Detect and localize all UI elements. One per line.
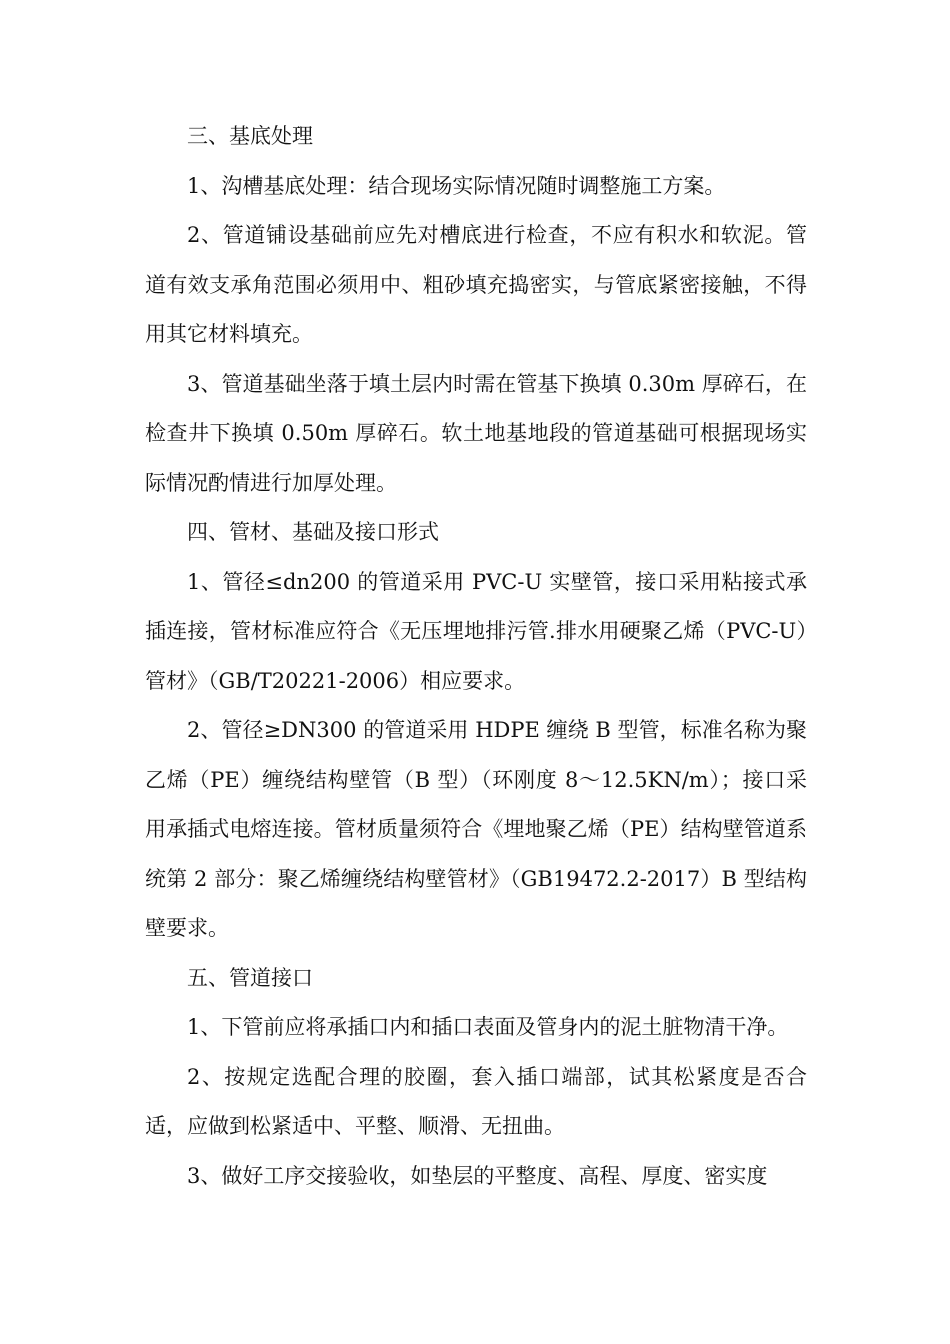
paragraph-4-1: 1、管径≤dn200 的管道采用 PVC-U 实壁管，接口采用粘接式承插连接，管材标准应符合《无压埋地排污管.排水用硬聚乙烯（PVC-U）管材》（GB/T20221-2006）相应要求。 — [145, 569, 807, 693]
paragraph-5-1: 1、下管前应将承插口内和插口表面及管身内的泥土脏物清干净。 — [187, 1015, 789, 1039]
paragraph-5-2: 2、按规定选配合理的胶圈，套入插口端部，试其松紧度是否合适，应做到松紧适中、平整、顺滑、无扭曲。 — [145, 1064, 807, 1138]
paragraph-3-2: 2、管道铺设基础前应先对槽底进行检查，不应有积水和软泥。管道有效支承角范围必须用中、粗砂填充捣密实，与管底紧密接触，不得用其它材料填充。 — [145, 223, 807, 346]
section-heading-5: 五、管道接口 — [187, 965, 313, 990]
document-body — [145, 112, 807, 1201]
section-heading-4: 四、管材、基础及接口形式 — [187, 520, 439, 544]
paragraph-3-1: 1、沟槽基底处理：结合现场实际情况随时调整施工方案。 — [187, 173, 726, 198]
section-heading-3: 三、基底处理 — [187, 124, 313, 148]
paragraph-3-3: 3、管道基础坐落于填土层内时需在管基下换填 0.30m 厚碎石，在检查井下换填 0.50m 厚碎石。软土地基地段的管道基础可根据现场实际情况酌情进行加厚处理。 — [145, 371, 807, 495]
paragraph-5-3: 3、做好工序交接验收，如垫层的平整度、高程、厚度、密实度 — [187, 1163, 768, 1188]
paragraph-4-2: 2、管径≥DN300 的管道采用 HDPE 缠绕 B 型管，标准名称为聚乙烯（PE）缠绕结构壁管（B 型）（环刚度 8～12.5KN/m）；接口采用承插式电熔连接。管材质量须符合《埋地聚乙烯（PE）结构壁管道系统第 2 部分：聚乙烯缠绕结构壁管材》（GB19472.2-2017）B 型结构壁要求。 — [145, 718, 807, 940]
